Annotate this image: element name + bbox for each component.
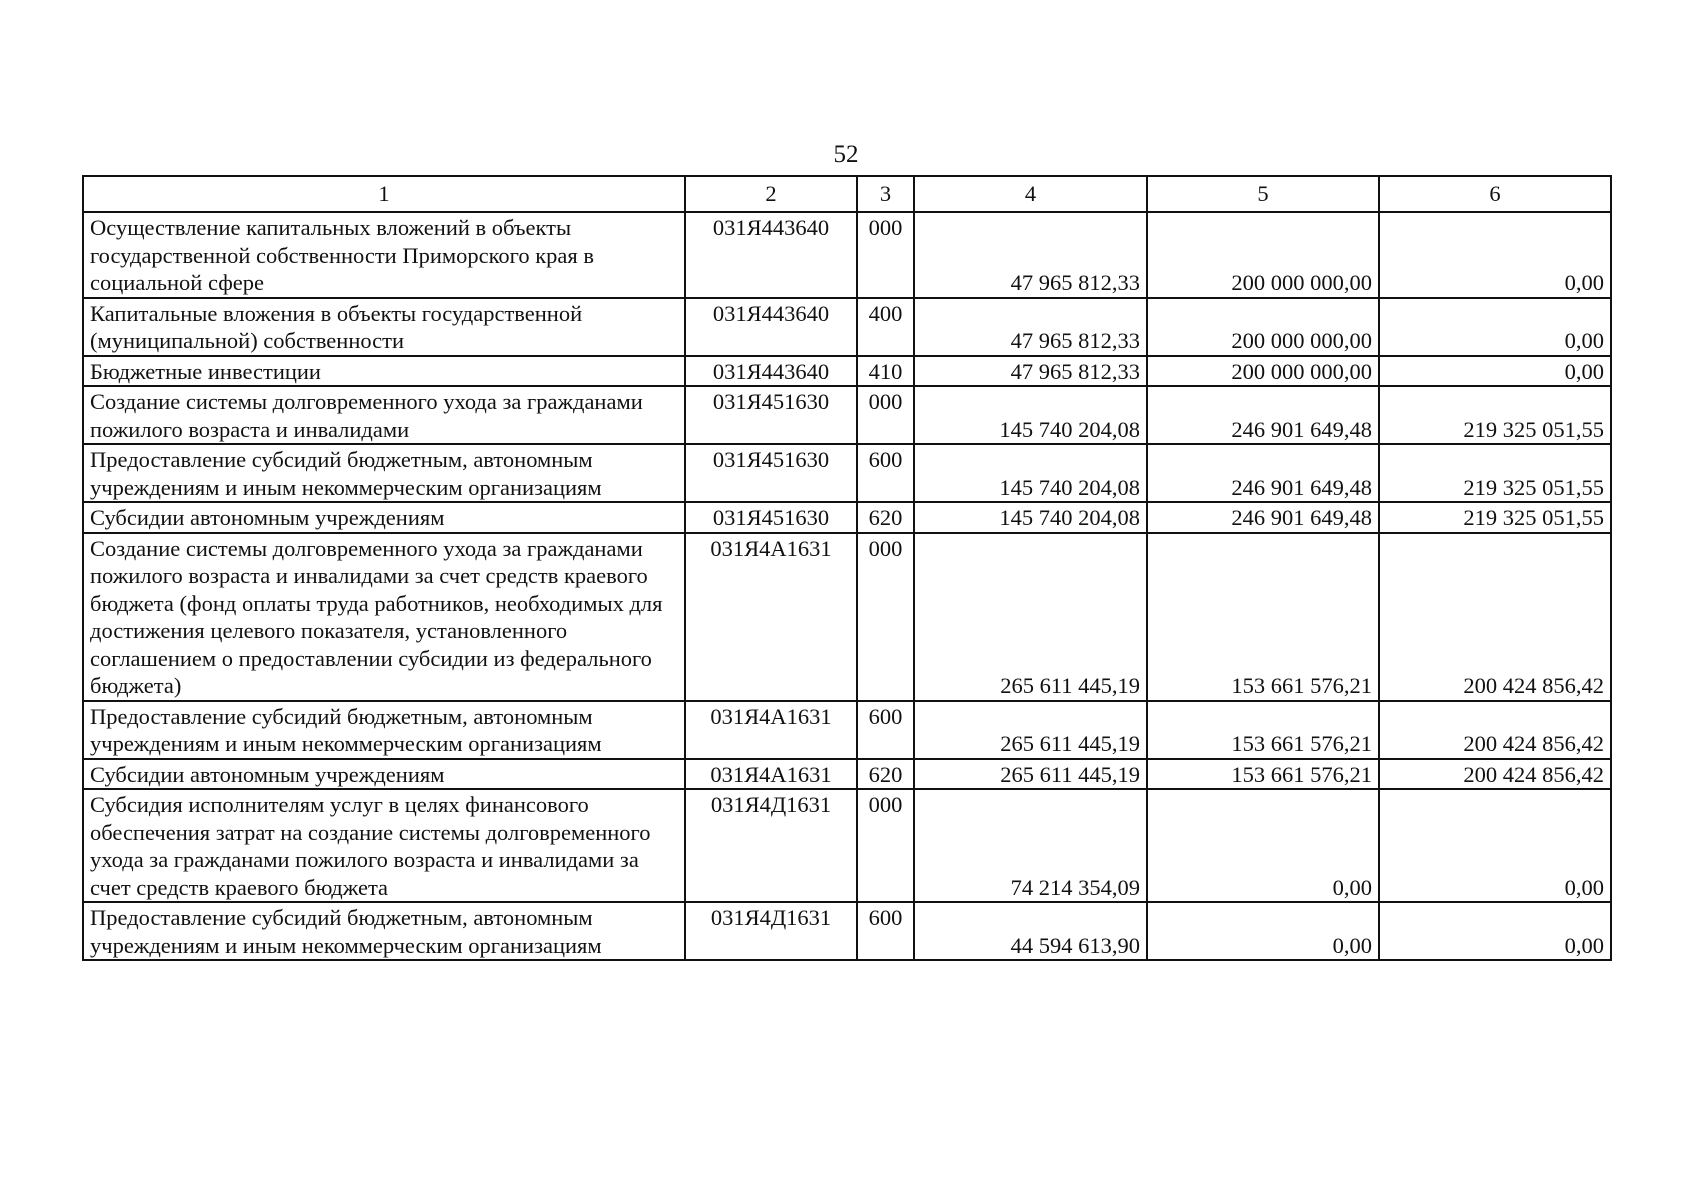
expense-type-code: 620 [857, 759, 914, 790]
amount-col-4: 265 611 445,19 [914, 759, 1147, 790]
table-row [83, 533, 1611, 701]
amount-col-5: 153 661 576,21 [1147, 759, 1379, 790]
expense-type-code: 000 [857, 789, 914, 902]
amount-col-6: 219 325 051,55 [1379, 386, 1611, 444]
target-code: 031Я443640 [685, 212, 857, 298]
table-row [83, 701, 1611, 759]
amount-col-6: 219 325 051,55 [1379, 444, 1611, 502]
table-row [83, 444, 1611, 502]
amount-col-4: 145 740 204,08 [914, 386, 1147, 444]
amount-col-6: 0,00 [1379, 298, 1611, 356]
amount-col-4: 265 611 445,19 [914, 533, 1147, 701]
target-code: 031Я4А1631 [685, 701, 857, 759]
expense-name: Осуществление капитальных вложений в объекты государственной собственности Приморского края в социальной сфере [83, 212, 685, 298]
target-code: 031Я443640 [685, 356, 857, 387]
table-row [83, 759, 1611, 790]
page-number: 52 [833, 141, 859, 168]
amount-col-4: 145 740 204,08 [914, 444, 1147, 502]
amount-col-6: 219 325 051,55 [1379, 502, 1611, 533]
column-index: 2 [685, 176, 857, 212]
expense-name: Субсидия исполнителям услуг в целях финансового обеспечения затрат на создание системы долговременного ухода за гражданами пожилого возраста и инвалидами за счет средств краевого бюджета [83, 789, 685, 902]
table-row [83, 502, 1611, 533]
table-row [83, 902, 1611, 960]
expense-name: Предоставление субсидий бюджетным, автономным учреждениям и иным некоммерческим организациям [83, 902, 685, 960]
column-index: 4 [914, 176, 1147, 212]
expense-name: Предоставление субсидий бюджетным, автономным учреждениям и иным некоммерческим организациям [83, 701, 685, 759]
column-index: 1 [83, 176, 685, 212]
expense-name: Субсидии автономным учреждениям [83, 759, 685, 790]
column-index: 5 [1147, 176, 1379, 212]
amount-col-6: 200 424 856,42 [1379, 701, 1611, 759]
expense-type-code: 600 [857, 902, 914, 960]
table-row [83, 386, 1611, 444]
column-index: 6 [1379, 176, 1611, 212]
target-code: 031Я4Д1631 [685, 789, 857, 902]
target-code: 031Я451630 [685, 444, 857, 502]
target-code: 031Я4Д1631 [685, 902, 857, 960]
expense-name: Капитальные вложения в объекты государственной (муниципальной) собственности [83, 298, 685, 356]
expense-name: Создание системы долговременного ухода за гражданами пожилого возраста и инвалидами [83, 386, 685, 444]
expense-name: Субсидии автономным учреждениям [83, 502, 685, 533]
target-code: 031Я451630 [685, 386, 857, 444]
amount-col-4: 74 214 354,09 [914, 789, 1147, 902]
column-index-row [83, 176, 1611, 212]
target-code: 031Я451630 [685, 502, 857, 533]
amount-col-5: 0,00 [1147, 902, 1379, 960]
amount-col-5: 153 661 576,21 [1147, 701, 1379, 759]
target-code: 031Я4А1631 [685, 533, 857, 701]
amount-col-6: 200 424 856,42 [1379, 533, 1611, 701]
expense-name: Бюджетные инвестиции [83, 356, 685, 387]
amount-col-4: 44 594 613,90 [914, 902, 1147, 960]
amount-col-5: 246 901 649,48 [1147, 502, 1379, 533]
expense-name: Создание системы долговременного ухода за гражданами пожилого возраста и инвалидами за счет средств краевого бюджета (фонд оплаты труда работников, необходимых для достижения целевого показателя, установленного соглашением о предоставлении субсидии из федерального бюджета) [83, 533, 685, 701]
expense-type-code: 620 [857, 502, 914, 533]
amount-col-6: 0,00 [1379, 356, 1611, 387]
amount-col-4: 145 740 204,08 [914, 502, 1147, 533]
target-code: 031Я4А1631 [685, 759, 857, 790]
expense-type-code: 000 [857, 533, 914, 701]
amount-col-5: 153 661 576,21 [1147, 533, 1379, 701]
amount-col-6: 0,00 [1379, 789, 1611, 902]
amount-col-5: 200 000 000,00 [1147, 298, 1379, 356]
amount-col-5: 200 000 000,00 [1147, 356, 1379, 387]
column-index: 3 [857, 176, 914, 212]
target-code: 031Я443640 [685, 298, 857, 356]
expense-type-code: 000 [857, 212, 914, 298]
table-row [83, 789, 1611, 902]
amount-col-5: 0,00 [1147, 789, 1379, 902]
amount-col-5: 246 901 649,48 [1147, 386, 1379, 444]
table-row [83, 298, 1611, 356]
expense-type-code: 600 [857, 444, 914, 502]
expense-name: Предоставление субсидий бюджетным, автономным учреждениям и иным некоммерческим организациям [83, 444, 685, 502]
amount-col-4: 47 965 812,33 [914, 212, 1147, 298]
table-row [83, 356, 1611, 387]
amount-col-6: 0,00 [1379, 212, 1611, 298]
amount-col-5: 246 901 649,48 [1147, 444, 1379, 502]
amount-col-5: 200 000 000,00 [1147, 212, 1379, 298]
budget-table [82, 175, 1612, 961]
expense-type-code: 000 [857, 386, 914, 444]
table-row [83, 212, 1611, 298]
expense-type-code: 600 [857, 701, 914, 759]
amount-col-6: 200 424 856,42 [1379, 759, 1611, 790]
amount-col-4: 47 965 812,33 [914, 356, 1147, 387]
expense-type-code: 400 [857, 298, 914, 356]
amount-col-4: 47 965 812,33 [914, 298, 1147, 356]
amount-col-4: 265 611 445,19 [914, 701, 1147, 759]
expense-type-code: 410 [857, 356, 914, 387]
amount-col-6: 0,00 [1379, 902, 1611, 960]
